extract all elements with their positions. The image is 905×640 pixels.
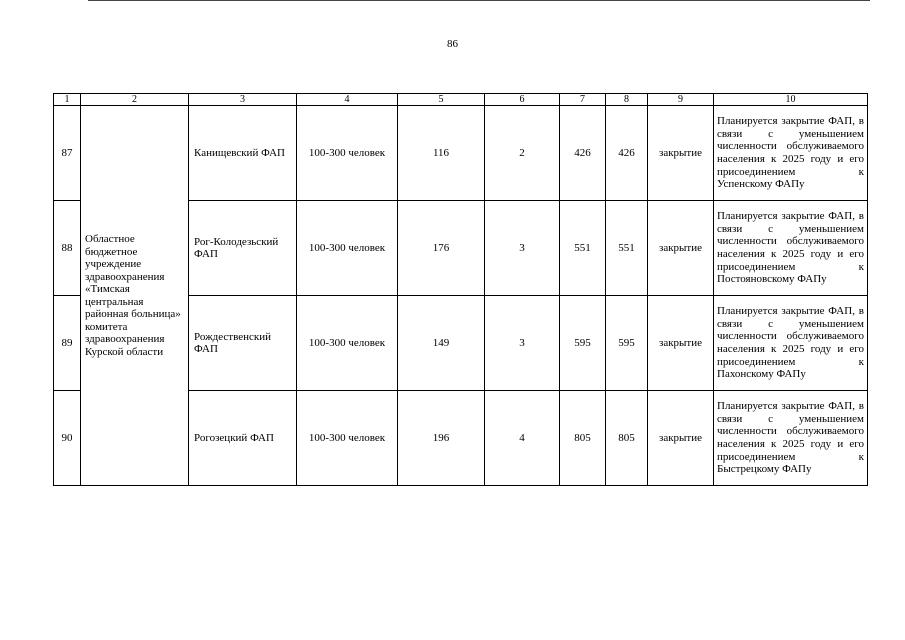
header-cell: 7 xyxy=(560,94,606,106)
header-cell: 10 xyxy=(714,94,868,106)
value-col6: 3 xyxy=(485,296,560,391)
page-number: 86 xyxy=(447,38,458,50)
note-last-line: Успенскому ФАПу xyxy=(717,178,805,191)
top-rule xyxy=(88,0,870,1)
value-col5: 196 xyxy=(398,391,485,486)
header-cell: 2 xyxy=(81,94,189,106)
row-number: 90 xyxy=(54,391,81,486)
note-cell xyxy=(714,391,868,486)
value-col8: 551 xyxy=(606,201,648,296)
facility-name: Рог-Колодезьский ФАП xyxy=(189,201,297,296)
header-cell: 1 xyxy=(54,94,81,106)
note-text: Планируется закрытие ФАП, в связи с уменьшением численности обслуживаемого населения к 2025 году и его присоединением к xyxy=(717,400,864,463)
value-col5: 149 xyxy=(398,296,485,391)
note-last-line: Быстрецкому ФАПу xyxy=(717,463,812,476)
note-cell xyxy=(714,201,868,296)
row-number: 87 xyxy=(54,106,81,201)
value-col7: 805 xyxy=(560,391,606,486)
note-last-line: Пахонскому ФАПу xyxy=(717,368,806,381)
table-row xyxy=(54,106,868,201)
facility-name: Рогозецкий ФАП xyxy=(189,391,297,486)
value-col6: 3 xyxy=(485,201,560,296)
note-last-line: Постояновскому ФАПу xyxy=(717,273,827,286)
value-col8: 805 xyxy=(606,391,648,486)
note-cell xyxy=(714,106,868,201)
value-col5: 116 xyxy=(398,106,485,201)
note-text: Планируется закрытие ФАП, в связи с уменьшением численности обслуживаемого населения к 2025 году и его присоединением к xyxy=(717,305,864,368)
header-cell: 3 xyxy=(189,94,297,106)
note-text: Планируется закрытие ФАП, в связи с уменьшением численности обслуживаемого населения к 2025 году и его присоединением к xyxy=(717,210,864,273)
header-cell: 4 xyxy=(297,94,398,106)
header-cell: 9 xyxy=(648,94,714,106)
facilities-table xyxy=(53,93,868,486)
note-text: Планируется закрытие ФАП, в связи с уменьшением численности обслуживаемого населения к 2025 году и его присоединением к xyxy=(717,115,864,178)
population-range: 100-300 человек xyxy=(297,201,398,296)
action-cell: закрытие xyxy=(648,296,714,391)
population-range: 100-300 человек xyxy=(297,296,398,391)
population-range: 100-300 человек xyxy=(297,391,398,486)
value-col7: 595 xyxy=(560,296,606,391)
facility-name: Рождественский ФАП xyxy=(189,296,297,391)
value-col6: 2 xyxy=(485,106,560,201)
value-col7: 551 xyxy=(560,201,606,296)
note-cell xyxy=(714,296,868,391)
facility-name: Канищевский ФАП xyxy=(189,106,297,201)
action-cell: закрытие xyxy=(648,201,714,296)
row-number: 88 xyxy=(54,201,81,296)
header-cell: 6 xyxy=(485,94,560,106)
header-row xyxy=(54,94,868,106)
value-col6: 4 xyxy=(485,391,560,486)
value-col8: 426 xyxy=(606,106,648,201)
action-cell: закрытие xyxy=(648,106,714,201)
value-col8: 595 xyxy=(606,296,648,391)
header-cell: 5 xyxy=(398,94,485,106)
row-number: 89 xyxy=(54,296,81,391)
value-col5: 176 xyxy=(398,201,485,296)
population-range: 100-300 человек xyxy=(297,106,398,201)
organization-cell: Областное бюджетное учреждение здравоохранения «Тимская центральная районная больница» комитета здравоохранения Курской области xyxy=(81,106,189,486)
header-cell: 8 xyxy=(606,94,648,106)
value-col7: 426 xyxy=(560,106,606,201)
action-cell: закрытие xyxy=(648,391,714,486)
